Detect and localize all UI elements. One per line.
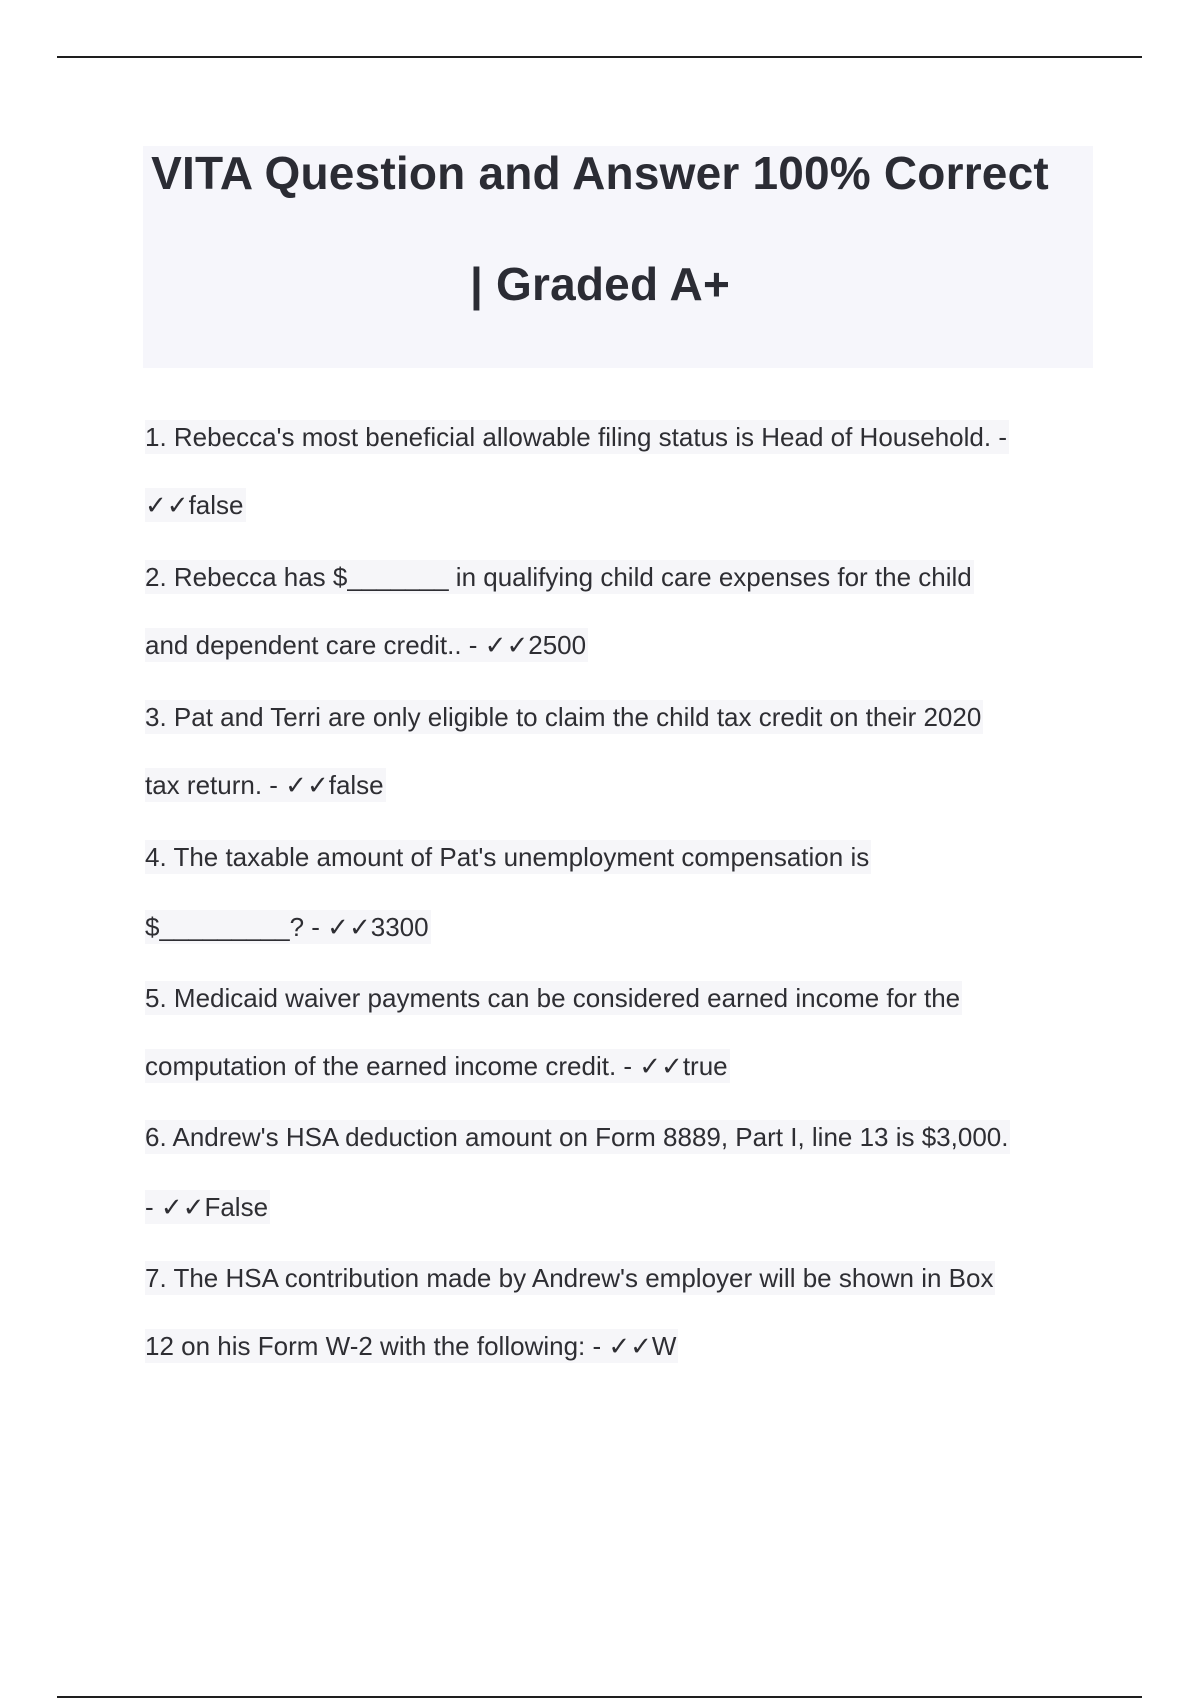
page-title-line-1: VITA Question and Answer 100% Correct bbox=[151, 147, 1049, 199]
question-2-text: 2. Rebecca has $_______ in qualifying child care expenses for the child bbox=[145, 562, 972, 592]
question-3-answer: tax return. - ✓✓false bbox=[145, 770, 384, 800]
question-3-text: 3. Pat and Terri are only eligible to claim the child tax credit on their 2020 bbox=[145, 702, 982, 732]
question-6-text: 6. Andrew's HSA deduction amount on Form 8889, Part I, line 13 is $3,000. bbox=[145, 1122, 1009, 1152]
question-2-answer: and dependent care credit.. - ✓✓2500 bbox=[145, 630, 587, 660]
question-6-answer: - ✓✓False bbox=[145, 1192, 269, 1222]
question-4-text: 4. The taxable amount of Pat's unemployment compensation is bbox=[145, 842, 870, 872]
question-1-answer: ✓✓false bbox=[145, 490, 244, 520]
question-5-answer: computation of the earned income credit. - ✓✓true bbox=[145, 1051, 728, 1081]
question-7-answer: 12 on his Form W-2 with the following: - ✓✓W bbox=[145, 1331, 677, 1361]
question-5-text: 5. Medicaid waiver payments can be considered earned income for the bbox=[145, 983, 961, 1013]
bottom-divider bbox=[57, 1696, 1142, 1698]
page-title-line-2: | Graded A+ bbox=[469, 258, 731, 310]
top-divider bbox=[57, 56, 1142, 58]
question-1-text: 1. Rebecca's most beneficial allowable filing status is Head of Household. - bbox=[145, 422, 1007, 452]
question-4-answer: $_________? - ✓✓3300 bbox=[145, 912, 429, 942]
question-7-text: 7. The HSA contribution made by Andrew's employer will be shown in Box bbox=[145, 1263, 994, 1293]
